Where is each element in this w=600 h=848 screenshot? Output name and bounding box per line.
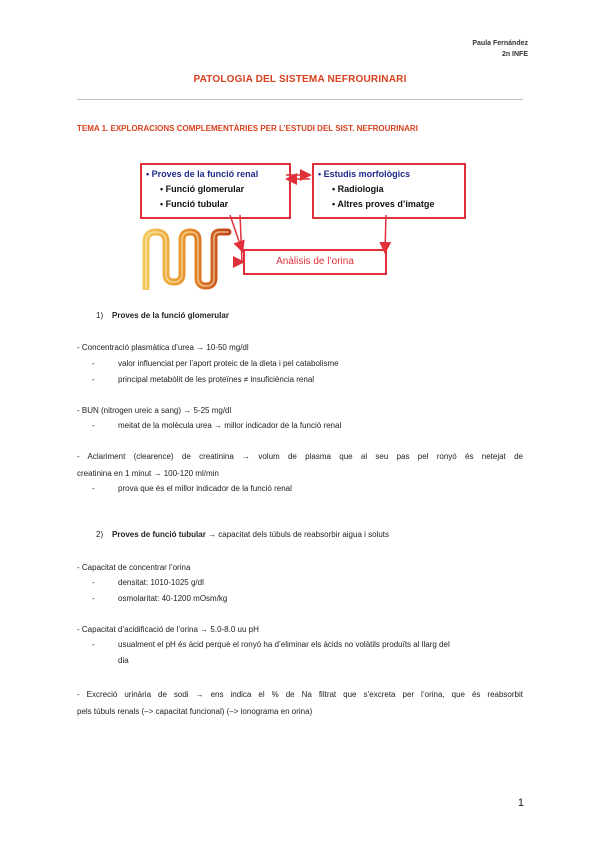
list-item: - principal metabòlit de les proteïnes ≠ insuficiència renal bbox=[92, 375, 315, 384]
section1-heading bbox=[96, 311, 229, 320]
paragraph: - Excreció urinària de sodi → ens indica el % de Na filtrat que s’excreta per l’orina, que és reabsorbit bbox=[77, 690, 523, 699]
list-item-continuation: dia bbox=[118, 656, 129, 665]
list-item: - usualment el pH és àcid perquè el ronyó ha d’eliminar els àcids no volàtils produïts al llarg del bbox=[92, 640, 450, 649]
section2-subtitle: → capacitat dels túbuls de reabsorbir aigua i soluts bbox=[205, 530, 390, 539]
box-right-item: • Altres proves d’imatge bbox=[332, 199, 435, 209]
header-author: Paula Fernández bbox=[472, 40, 528, 47]
arrow-right-to-bottom bbox=[385, 215, 386, 251]
page-number: 1 bbox=[517, 797, 524, 809]
list-item: - osmolaritat: 40-1200 mOsm/kg bbox=[92, 594, 228, 603]
section2-number: 2) bbox=[96, 530, 104, 539]
header-course: 2n INFE bbox=[501, 51, 528, 58]
list-item: - densitat: 1010-1025 g/dl bbox=[92, 578, 204, 587]
paragraph: - BUN (nitrogen ureic a sang) → 5-25 mg/dl bbox=[77, 406, 232, 415]
title-divider bbox=[77, 99, 523, 100]
box-left-item: • Funció glomerular bbox=[160, 184, 245, 194]
section1-number: 1) bbox=[96, 311, 104, 320]
section2-heading bbox=[96, 530, 389, 539]
paragraph: - Aclariment (clearence) de creatinina → volum de plasma que al seu pas pel ronyó és netejat de bbox=[77, 452, 523, 461]
box-right-item: • Radiologia bbox=[332, 184, 384, 194]
paragraph: pels túbuls renals (–> capacitat funcional) (–> ionograma en orina) bbox=[77, 707, 313, 716]
list-item: - meitat de la molècula urea → millor indicador de la funció renal bbox=[92, 421, 342, 430]
paragraph: - Capacitat d’acidificació de l’orina → 5.0-8.0 uu pH bbox=[77, 625, 259, 634]
page-title: PATOLOGIA DEL SISTEMA NEFROURINARI bbox=[193, 74, 407, 85]
section2-title: Proves de funció tubular bbox=[112, 530, 206, 539]
box-left-heading: • Proves de la funció renal bbox=[146, 169, 259, 179]
paragraph: creatinina en 1 minut → 100-120 ml/min bbox=[77, 469, 219, 478]
tema-heading: TEMA 1. EXPLORACIONS COMPLEMENTÀRIES PER L’ESTUDI DEL SIST. NEFROURINARI bbox=[77, 124, 418, 133]
box-left-item: • Funció tubular bbox=[160, 199, 229, 209]
box-right-heading: • Estudis morfològics bbox=[318, 169, 411, 179]
box-analisis-orina: Anàlisis de l’orina bbox=[243, 249, 387, 275]
arrow-left-down bbox=[240, 215, 242, 262]
paragraph: - Capacitat de concentrar l’orina bbox=[77, 563, 191, 572]
paragraph: - Concentració plasmàtica d’urea → 10-50 mg/dl bbox=[77, 343, 249, 352]
list-item: - valor influenciat per l’aport proteic de la dieta i pel catabolisme bbox=[92, 359, 339, 368]
list-item: - prova que és el millor indicador de la funció renal bbox=[92, 484, 292, 493]
nephron-tubules-illustration bbox=[140, 228, 235, 290]
section1-title: Proves de la funció glomerular bbox=[112, 311, 229, 320]
